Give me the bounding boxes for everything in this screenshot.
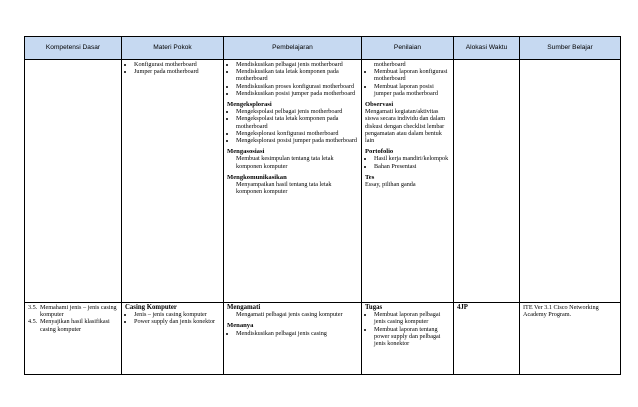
section-text: Mengamati pelbagai jenis casing komputer (236, 311, 343, 319)
section-title: Observasi (365, 101, 394, 109)
list-item: • Mendiskusikan posisi jumper pada motherboard (236, 90, 358, 97)
list-item: • Mendiskusikan pelbagai jenis motherboard (236, 61, 358, 68)
cell-alokasi (454, 303, 520, 375)
header-kompetensi: Kompetensi Dasar (25, 37, 122, 60)
list-item: • Mengekspolasi tata letak komponen pada motherboard (236, 115, 358, 129)
list-item: • Mendiskusikan pelbagai jenis casing (236, 330, 358, 337)
list-item: • Hasil kerja mandiri/kelompok (374, 155, 450, 162)
list-item: • Membuat laporan pelbagai jenis casing komputer (374, 311, 450, 325)
list-item: • Membuat laporan tentang power supply dan pelbagai jenis konektor (374, 326, 450, 348)
section-text: Mengamati kegiatan/aktivitas siswa secara individu dan dalam diskusi dengan checklist lembar pengamatan atau dalam bentuk lain (365, 108, 446, 145)
list-item: • Bahan Presentasi (374, 163, 450, 170)
cell-penilaian (362, 303, 454, 375)
section-title: Mengasosiasi (227, 148, 265, 156)
section-title: Mengamati (227, 304, 261, 311)
cell-sumber (520, 303, 621, 375)
table-row (25, 60, 621, 303)
list-item: • Membuat laporan posisi jumper pada motherboard (374, 83, 450, 97)
header-row (25, 37, 621, 60)
section-text: motherboard (374, 61, 406, 68)
kd-number: 3.5. (28, 304, 38, 311)
kd-text: Menyajikan hasil klasifikasi casing komputer (40, 318, 110, 333)
kd-number: 4.5. (28, 318, 38, 326)
header-materi: Materi Pokok (122, 37, 224, 60)
header-penilaian: Penilaian (362, 37, 454, 60)
cell-pembelajaran (224, 60, 362, 303)
cell-alokasi (454, 60, 520, 303)
list-item: • Mendiskusikan tata letak komponen pada motherboard (236, 68, 358, 82)
cell-materi (122, 60, 224, 303)
table-row (25, 303, 621, 375)
section-title: Portofolio (365, 148, 394, 156)
section-title: Tes (365, 173, 375, 181)
kd-item (28, 318, 118, 332)
list-item: • Mengeksplorasi posisi jumper pada motherboard (236, 137, 358, 144)
section-title: Tugas (365, 304, 383, 311)
cell-kompetensi (25, 60, 122, 303)
list-item: • Mengeksplorasi konfigurasi motherboard (236, 130, 358, 137)
header-pembelajaran: Pembelajaran (224, 37, 362, 60)
list-item: • Mendiskusikan proses konfigurasi motherboard (236, 83, 358, 90)
list-item: • Membuat laporan konfigurasi motherboard (374, 68, 450, 82)
cell-pembelajaran (224, 303, 362, 375)
section-title: Menanya (227, 322, 254, 330)
syllabus-table (24, 36, 621, 375)
header-alokasi: Alokasi Waktu (454, 37, 520, 60)
cell-sumber (520, 60, 621, 303)
list-item: • Mengekspolasi pelbagai jenis motherboard (236, 108, 358, 115)
section-title: Mengkomunikasikan (227, 173, 287, 181)
section-title: Casing Komputer (125, 304, 177, 311)
list-item: • Konfigurasi motherboard (134, 61, 220, 68)
cell-kompetensi (25, 303, 122, 375)
section-title: Mengeksplorasi (227, 101, 272, 109)
list-item: • Jumper pada motherboard (134, 68, 220, 75)
cell-penilaian (362, 60, 454, 303)
section-text: Essay, pilihan ganda (365, 181, 416, 189)
list-item: • Power supply dan jenis konektor (134, 318, 220, 325)
kd-text: Memahami jenis – jenis casing komputer (40, 304, 117, 319)
header-sumber: Sumber Belajar (520, 37, 621, 60)
sumber-value: ITE Ver 3.1 Cisco Networking Academy Program. (523, 304, 599, 319)
section-text: Menyampaikan hasil tentang tata letak komponen komputer (236, 181, 332, 196)
kd-item (28, 304, 118, 318)
alokasi-value: 4JP (457, 304, 468, 311)
section-text: Membuat kesimpulan tentang tata letak komponen komputer (236, 155, 334, 170)
cell-materi (122, 303, 224, 375)
list-item: • Jenis – jenis casing komputer (134, 311, 220, 318)
